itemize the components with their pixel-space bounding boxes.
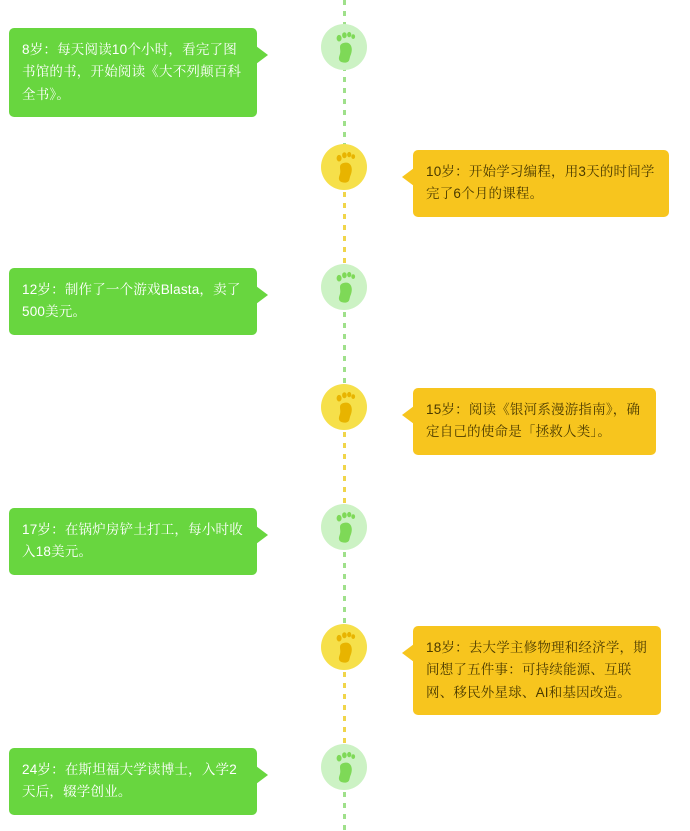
timeline-node-7[interactable] bbox=[321, 744, 367, 790]
spine-segment bbox=[343, 0, 346, 148]
bubble-tail bbox=[402, 644, 414, 662]
footprint-icon bbox=[331, 271, 357, 303]
event-bubble-age-15[interactable] bbox=[413, 388, 656, 455]
bubble-tail bbox=[256, 46, 268, 64]
bubble-tail bbox=[402, 406, 414, 424]
timeline-node-4[interactable] bbox=[321, 384, 367, 430]
bubble-tail bbox=[256, 766, 268, 784]
footprint-icon bbox=[331, 391, 357, 423]
event-bubble-age-24[interactable] bbox=[9, 748, 257, 815]
event-bubble-age-18[interactable] bbox=[413, 626, 661, 715]
footprint-icon bbox=[331, 151, 357, 183]
event-text: 24岁：在斯坦福大学读博士，入学2天后，辍学创业。 bbox=[22, 762, 237, 800]
event-bubble-age-8[interactable] bbox=[9, 28, 257, 117]
footprint-icon bbox=[331, 31, 357, 63]
bubble-tail bbox=[402, 168, 414, 186]
bubble-tail bbox=[256, 526, 268, 544]
event-text: 8岁：每天阅读10个小时，看完了图书馆的书，开始阅读《大不列颠百科全书》。 bbox=[22, 42, 242, 102]
timeline-node-1[interactable] bbox=[321, 24, 367, 70]
footprint-icon bbox=[331, 511, 357, 543]
event-text: 10岁：开始学习编程，用3天的时间学完了6个月的课程。 bbox=[426, 164, 655, 202]
timeline-node-3[interactable] bbox=[321, 264, 367, 310]
event-text: 15岁：阅读《银河系漫游指南》，确定自己的使命是「拯救人类」。 bbox=[426, 402, 641, 440]
event-text: 17岁：在锅炉房铲土打工，每小时收入18美元。 bbox=[22, 522, 243, 560]
timeline-node-2[interactable] bbox=[321, 144, 367, 190]
event-bubble-age-10[interactable] bbox=[413, 150, 669, 217]
event-bubble-age-12[interactable] bbox=[9, 268, 257, 335]
event-text: 12岁：制作了一个游戏Blasta，卖了500美元。 bbox=[22, 282, 241, 320]
bubble-tail bbox=[256, 286, 268, 304]
timeline-node-6[interactable] bbox=[321, 624, 367, 670]
event-text: 18岁：去大学主修物理和经济学，期间想了五件事：可持续能源、互联网、移民外星球、AI和基因改造。 bbox=[426, 640, 647, 700]
footprint-icon bbox=[331, 751, 357, 783]
footprint-icon bbox=[331, 631, 357, 663]
timeline-node-5[interactable] bbox=[321, 504, 367, 550]
event-bubble-age-17[interactable] bbox=[9, 508, 257, 575]
